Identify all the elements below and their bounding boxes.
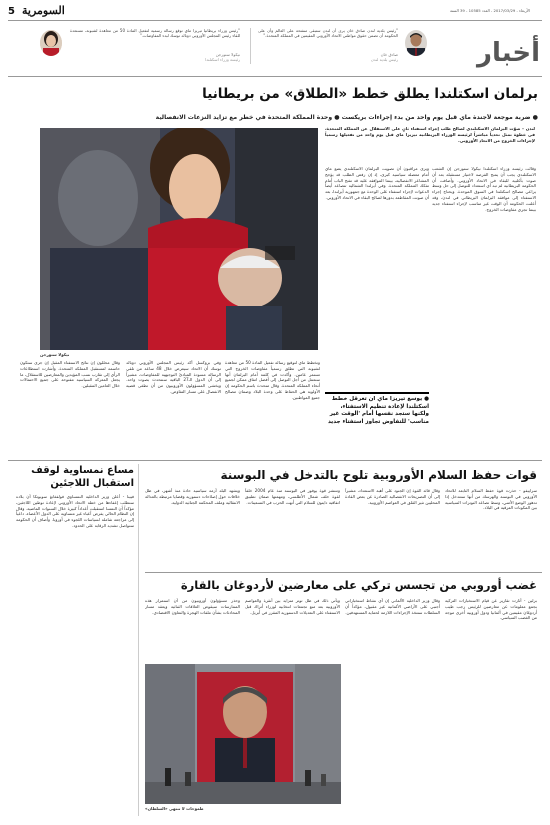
- turkey-photo: [145, 664, 341, 804]
- main-col5: وقال محللون إن نتائج الاستفتاء المقبل إن جرى ستكون حاسمة لمستقبل المملكة المتحدة. وأشارت استطلاعات الرأي إلى تقارب نسب المؤيدين والمعارضين للاستقلال، ما يجعل المعركة السياسية مفتوحة على جميع الاحتمالات خلال العامين المقبلين.: [20, 360, 120, 389]
- main-photo: [40, 128, 318, 350]
- page-number: 5: [8, 6, 15, 17]
- quote-right-role: رئيس بلدية لندن: [370, 57, 398, 62]
- main-col4: وفي بروكسل أكد رئيس المجلس الأوروبي دونالد توسك أن الاتحاد سيعرض خلال 48 ساعة من تلقي الرسالة مسودة المبادئ التوجيهية للمفاوضات، مشيراً إلى أن الدول الـ27 الباقية ستتحدث بصوت واحد. ويخشى المسؤولون الأوروبيون من أن تطغى قضية الانفصال على مسار التفاوض.: [126, 360, 221, 394]
- quote-left-photo: [40, 30, 62, 56]
- turkey-col1: برلين - أثارت تقارير عن قيام الاستخبارات التركية بجمع معلومات عن معارضين للرئيس رجب طيب أردوغان مقيمين في ألمانيا ودول أوروبية أخرى موجة من الغضب السياسي.: [445, 598, 537, 621]
- quote-right-name: صادق خان: [380, 52, 398, 57]
- quote-left-role: رئيسة وزراء اسكتلندا: [205, 57, 240, 62]
- portrait-photo-icon: [40, 30, 62, 56]
- main-subhead: ● ضربة موجعة لأجندة ماي قبل يوم واحد من بدء إجراءات بريكست ● وحدة المملكة المتحدة في خطر مع تزايد النزعات الانفصالية: [155, 114, 538, 121]
- main-lead: لندن - صوّت البرلمان الاسكتلندي لصالح طلب إجراء استفتاء ثانٍ على الاستقلال عن المملكة المتحدة، في خطوة تمثل تحدياً مباشراً لرئيسة الوزراء البريطانية تيريزا ماي قبل يوم واحد من تفعيلها رسمياً لإجراءات الخروج من الاتحاد الأوروبي.: [325, 126, 535, 143]
- main-col2: ويرى مراقبون أن تصويت البرلمان الاسكتلندي يضع ماي أمام معضلة سياسية كبرى، إذ إن رفض الطلب قد يؤجج المشاعر الانفصالية، بينما الموافقة عليه قد تفتح الباب أمام تفكك المملكة المتحدة. وفي أيرلندا الشمالية تتصاعد أيضاً الدعوات لإجراء استفتاء على الوحدة مع جمهورية أيرلندا، بعد أن صوتت المقاطعة بدورها لصالح البقاء في الاتحاد الأوروبي.: [325, 166, 429, 200]
- bosnia-col4: ويشهد البلد أزمة سياسية حادة منذ أشهر، في ظل خلافات حول إصلاحات دستورية وقضايا مرتبطة بالعدالة الانتقالية وملف المحكمة الجنائية الدولية.: [145, 488, 240, 505]
- quote-right-text: "رئيس بلدية لندن صادق خان يرى أن لندن ستبقى منفتحة على العالم وأن على الحكومة أن تضمن حقوق مواطني الاتحاد الأوروبي المقيمين في المملكة المتحدة.": [258, 28, 398, 38]
- bosnia-col2: وقال قائد القوة إن الجنود على أهبة الاستعداد، مشيراً إلى أن التصريحات الانفصالية الصادرة عن بعض القادة المحليين تثير القلق في العواصم الأوروبية.: [345, 488, 440, 505]
- date-line: الأربعاء - 2017/03/29 - العدد 10585 - 39 السنة: [449, 8, 530, 13]
- refugee-headline: مساع نمساوية لوقف استقبال اللاجئين: [31, 465, 134, 489]
- turkey-col3: ويأتي ذلك في ظل توتر متزايد بين أنقرة والعواصم الأوروبية بعد منع تجمعات انتخابية لوزراء أتراك قبل الاستفتاء على التعديلات الدستورية المقرر في أبريل.: [245, 598, 340, 615]
- sturgeon-photo: [40, 128, 318, 350]
- erdogan-poster-photo: [145, 664, 341, 804]
- turkey-headline: غضب أوروبي من تجسس تركي على معارضين لأردوغان بالقارة: [180, 578, 537, 592]
- quote-left-name: نيكولا ستورجن: [215, 52, 240, 57]
- turkey-col2: وقال وزير الداخلية الألماني إن أي نشاط استخباراتي أجنبي على الأراضي الألمانية غير مقبول، مؤكداً أن السلطات ستتخذ الإجراءات اللازمة لحماية المستهدفين.: [345, 598, 440, 615]
- quote-right-photo: [405, 30, 427, 56]
- bosnia-col1: سراييفو - حذرت قوة حفظ السلام التابعة للاتحاد الأوروبي في البوسنة والهرسك من أنها ستتدخل إذا تدهور الوضع الأمني، وسط تصاعد التوترات السياسية بين المكونات العرقية في البلاد.: [445, 488, 537, 511]
- main-headline: برلمان اسكتلندا يطلق خطط «الطلاق» من بريطانيا: [202, 86, 538, 102]
- main-col1: وقالت رئيسة وزراء اسكتلندا نيكولا ستورجن إن الشعب الاسكتلندي يجب أن يمنح الفرصة لاختيار مستقبله بعد أن صوت بأغلبية للبقاء في الاتحاد الأوروبي. وأضافت أن الحكومة البريطانية لم تبد أي استعداد للتوصل إلى حل وسط يراعي مصالح اسكتلندا في السوق الموحدة. ويحتاج إجراء الاستفتاء إلى موافقة البرلمان البريطاني في لندن، وقد أعلنت الحكومة أن الوقت غير مناسب لإجراء استفتاء جديد بينما تجري مفاوضات الخروج.: [432, 166, 536, 212]
- bosnia-headline: قوات حفظ السلام الأوروبية تلوح بالتدخل في البوسنة: [220, 468, 537, 482]
- quote-left-text: "رئيس وزراء بريطانيا تيريزا ماي توقع رسالة رسمية لتفعيل المادة 50 من معاهدة لشبونة، مستعدة للقاء رئيس المجلس الأوروبي دونالد توسك لبدء المفاوضات.": [70, 28, 240, 38]
- turkey-photo-caption: طموحات لا تنتهي «السلطان»: [145, 806, 204, 811]
- masthead-rule: [8, 20, 542, 21]
- pull-quote: ● يوسع تيريزا ماي أن تعرقل خطط اسكتلندا لإعادة تنظيم الاستفتاء، ولكنها ستجد نفسها أمام 'الوقت غير مناسب' للتفاوض تجاوز استفتاء جديد: [327, 396, 429, 425]
- main-photo-caption: نيكولا ستورجن: [40, 352, 70, 357]
- portrait-photo-icon: [405, 30, 427, 56]
- bosnia-col3: وتنتشر قوة يوفور في البوسنة منذ عام 2004 خلفاً لقوة حلف شمال الأطلسي، ومهمتها ضمان تطبيق اتفاقية دايتون للسلام التي أنهت الحرب في التسعينات.: [245, 488, 340, 505]
- section-title: أخبار: [477, 38, 540, 68]
- logo: السومرية: [22, 4, 65, 17]
- main-col3: وتخطط ماي لتوقيع رسالة تفعيل المادة 50 من معاهدة لشبونة التي تطلق رسمياً مفاوضات الخروج التي تستمر عامين. وأكدت في كلمة أمام البرلمان أنها ستعمل من أجل التوصل إلى أفضل اتفاق ممكن لجميع أنحاء المملكة المتحدة. وقال متحدث باسم الحكومة إن الأولوية هي الحفاظ على وحدة البلاد وضمان مصالح جميع المواطنين.: [225, 360, 320, 400]
- turkey-col4: وحذر مسؤولون أوروبيون من أن استمرار هذه الممارسات سيقوض العلاقات الثنائية ويعقد مسار المحادثات بشأن ملفات الهجرة والتعاون الاقتصادي.: [145, 598, 240, 615]
- refugee-body: فيينا - أعلن وزير الداخلية النمساوي فولفغانغ سوبوتكا أن بلاده ستطلب إعفاءها من خطة الاتحاد الأوروبي لإعادة توطين اللاجئين، مؤكداً أن النمسا استقبلت أعداداً كبيرة خلال السنوات الماضية. وقال إن النظام الحالي يفرض أعباء غير متساوية على الدول الأعضاء، داعياً إلى مراجعة شاملة لسياسات اللجوء في أوروبا. وأضاف أن الحكومة ستواصل تشديد الرقابة على الحدود.: [16, 494, 134, 528]
